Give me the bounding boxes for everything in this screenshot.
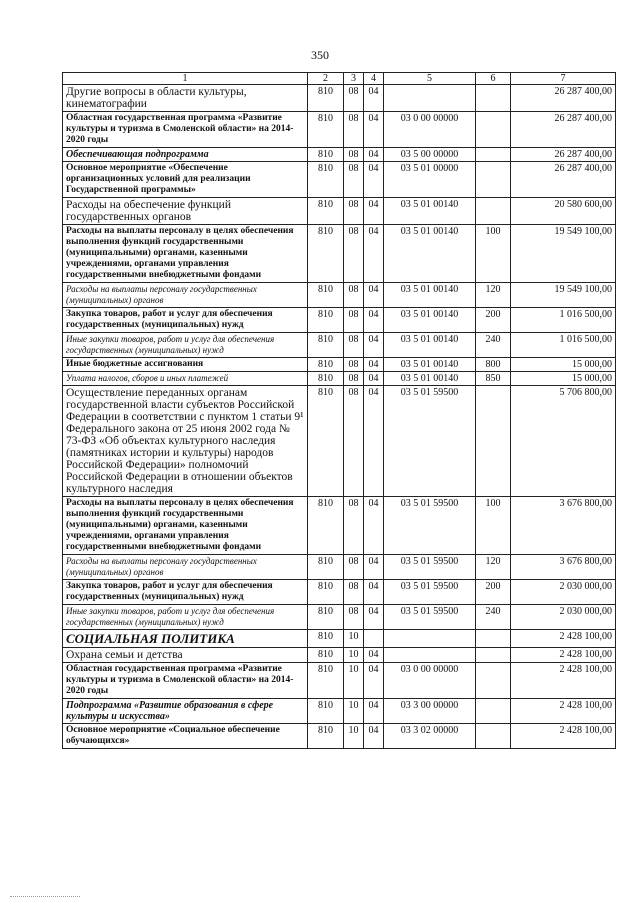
row-expense-type-code: 120 xyxy=(476,283,511,308)
row-expense-type-code xyxy=(476,630,511,648)
row-subsection-code: 04 xyxy=(364,663,384,699)
row-amount: 5 706 800,00 xyxy=(511,386,616,497)
row-ministry-code: 810 xyxy=(308,162,344,198)
table-row xyxy=(63,699,616,724)
row-ministry-code: 810 xyxy=(308,372,344,386)
row-ministry-code: 810 xyxy=(308,555,344,580)
table-body xyxy=(63,85,616,749)
row-section-code: 10 xyxy=(344,724,364,749)
row-ministry-code: 810 xyxy=(308,497,344,555)
row-section-code: 08 xyxy=(344,497,364,555)
row-ministry-code: 810 xyxy=(308,112,344,148)
table-row xyxy=(63,648,616,663)
table-row xyxy=(63,198,616,225)
row-target-code: 03 5 01 00000 xyxy=(384,162,476,198)
row-expense-type-code: 200 xyxy=(476,580,511,605)
table-row xyxy=(63,630,616,648)
table-row xyxy=(63,308,616,333)
row-name-cell: Обеспечивающая подпрограмма xyxy=(63,148,308,162)
table-row xyxy=(63,283,616,308)
row-target-code: 03 0 00 00000 xyxy=(384,112,476,148)
table-row xyxy=(63,605,616,630)
row-expense-type-code: 240 xyxy=(476,333,511,358)
row-name-cell: Подпрограмма «Развитие образования в сфере культуры и искусства» xyxy=(63,699,308,724)
row-subsection-code: 04 xyxy=(364,605,384,630)
row-target-code: 03 5 01 00140 xyxy=(384,225,476,283)
table-row xyxy=(63,555,616,580)
table-row xyxy=(63,497,616,555)
row-name-cell: Расходы на выплаты персоналу в целях обеспечения выполнения функций государственными (муниципальными) органами, казенными учреждениями, органами управления государственными внебюджетными фондами xyxy=(63,225,308,283)
row-name-cell: Основное мероприятие «Социальное обеспечение обучающихся» xyxy=(63,724,308,749)
row-expense-type-code: 200 xyxy=(476,308,511,333)
row-ministry-code: 810 xyxy=(308,308,344,333)
row-subsection-code: 04 xyxy=(364,580,384,605)
row-target-code: 03 5 01 00140 xyxy=(384,283,476,308)
row-section-code: 08 xyxy=(344,112,364,148)
row-ministry-code: 810 xyxy=(308,148,344,162)
row-section-code: 08 xyxy=(344,555,364,580)
header-col-4: 4 xyxy=(364,73,384,85)
row-amount: 15 000,00 xyxy=(511,372,616,386)
row-section-code: 08 xyxy=(344,225,364,283)
table-row xyxy=(63,724,616,749)
header-col-5: 5 xyxy=(384,73,476,85)
row-name-cell: Расходы на обеспечение функций государственных органов xyxy=(63,198,308,225)
row-ministry-code: 810 xyxy=(308,663,344,699)
row-section-code: 08 xyxy=(344,358,364,372)
table-row xyxy=(63,333,616,358)
row-amount: 2 428 100,00 xyxy=(511,648,616,663)
row-amount: 26 287 400,00 xyxy=(511,85,616,112)
row-target-code: 03 5 01 00140 xyxy=(384,333,476,358)
row-ministry-code: 810 xyxy=(308,580,344,605)
row-ministry-code: 810 xyxy=(308,283,344,308)
row-subsection-code: 04 xyxy=(364,85,384,112)
row-name-cell: СОЦИАЛЬНАЯ ПОЛИТИКА xyxy=(63,630,308,648)
header-col-6: 6 xyxy=(476,73,511,85)
row-subsection-code: 04 xyxy=(364,225,384,283)
row-name-cell: Областная государственная программа «Развитие культуры и туризма в Смоленской области» на 2014-2020 годы xyxy=(63,663,308,699)
row-name-cell: Иные бюджетные ассигнования xyxy=(63,358,308,372)
row-subsection-code: 04 xyxy=(364,386,384,497)
row-expense-type-code: 240 xyxy=(476,605,511,630)
row-amount: 26 287 400,00 xyxy=(511,148,616,162)
row-expense-type-code xyxy=(476,148,511,162)
row-ministry-code: 810 xyxy=(308,225,344,283)
row-amount: 1 016 500,00 xyxy=(511,308,616,333)
row-section-code: 08 xyxy=(344,605,364,630)
row-target-code: 03 5 01 59500 xyxy=(384,580,476,605)
row-amount: 3 676 800,00 xyxy=(511,497,616,555)
row-amount: 19 549 100,00 xyxy=(511,283,616,308)
row-amount: 3 676 800,00 xyxy=(511,555,616,580)
row-expense-type-code: 100 xyxy=(476,497,511,555)
row-target-code: 03 3 02 00000 xyxy=(384,724,476,749)
row-expense-type-code xyxy=(476,699,511,724)
row-target-code: 03 5 00 00000 xyxy=(384,148,476,162)
row-amount: 2 428 100,00 xyxy=(511,724,616,749)
row-expense-type-code xyxy=(476,724,511,749)
row-name-cell: Закупка товаров, работ и услуг для обеспечения государственных (муниципальных) нужд xyxy=(63,308,308,333)
table-row xyxy=(63,663,616,699)
table-row xyxy=(63,148,616,162)
row-expense-type-code xyxy=(476,85,511,112)
row-name-cell: Иные закупки товаров, работ и услуг для обеспечения государственных (муниципальных) нужд xyxy=(63,333,308,358)
header-col-3: 3 xyxy=(344,73,364,85)
row-target-code: 03 5 01 00140 xyxy=(384,358,476,372)
row-section-code: 08 xyxy=(344,85,364,112)
row-subsection-code: 04 xyxy=(364,555,384,580)
row-subsection-code: 04 xyxy=(364,372,384,386)
row-expense-type-code: 800 xyxy=(476,358,511,372)
row-expense-type-code: 850 xyxy=(476,372,511,386)
row-name-cell: Другие вопросы в области культуры, кинематографии xyxy=(63,85,308,112)
row-name-cell: Уплата налогов, сборов и иных платежей xyxy=(63,372,308,386)
row-subsection-code: 04 xyxy=(364,198,384,225)
row-target-code: 03 5 01 00140 xyxy=(384,198,476,225)
row-ministry-code: 810 xyxy=(308,333,344,358)
row-subsection-code: 04 xyxy=(364,699,384,724)
row-amount: 1 016 500,00 xyxy=(511,333,616,358)
row-expense-type-code xyxy=(476,663,511,699)
page-number: 350 xyxy=(311,48,329,62)
row-subsection-code: 04 xyxy=(364,162,384,198)
table-row xyxy=(63,580,616,605)
row-section-code: 08 xyxy=(344,308,364,333)
row-name-cell: Основное мероприятие «Обеспечение организационных условий для реализации Государственной программы» xyxy=(63,162,308,198)
row-amount: 2 030 000,00 xyxy=(511,580,616,605)
row-target-code xyxy=(384,85,476,112)
row-section-code: 10 xyxy=(344,630,364,648)
row-name-cell: Областная государственная программа «Развитие культуры и туризма в Смоленской области» на 2014-2020 годы xyxy=(63,112,308,148)
row-amount: 2 030 000,00 xyxy=(511,605,616,630)
row-ministry-code: 810 xyxy=(308,85,344,112)
row-subsection-code: 04 xyxy=(364,112,384,148)
row-target-code: 03 0 00 00000 xyxy=(384,663,476,699)
header-col-2: 2 xyxy=(308,73,344,85)
table-row xyxy=(63,112,616,148)
row-name-cell: Расходы на выплаты персоналу государственных (муниципальных) органов xyxy=(63,283,308,308)
row-target-code: 03 5 01 00140 xyxy=(384,372,476,386)
header-col-7: 7 xyxy=(511,73,616,85)
row-section-code: 08 xyxy=(344,580,364,605)
row-expense-type-code xyxy=(476,648,511,663)
row-expense-type-code xyxy=(476,198,511,225)
row-section-code: 08 xyxy=(344,198,364,225)
row-subsection-code: 04 xyxy=(364,283,384,308)
row-section-code: 08 xyxy=(344,162,364,198)
table-row xyxy=(63,225,616,283)
row-section-code: 10 xyxy=(344,648,364,663)
row-section-code: 08 xyxy=(344,386,364,497)
row-target-code: 03 5 01 59500 xyxy=(384,555,476,580)
row-name-cell: Иные закупки товаров, работ и услуг для обеспечения государственных (муниципальных) нужд xyxy=(63,605,308,630)
row-ministry-code: 810 xyxy=(308,386,344,497)
row-name-cell: Расходы на выплаты персоналу в целях обеспечения выполнения функций государственными (муниципальными) органами, казенными учреждениями, органами управления государственными внебюджетными фондами xyxy=(63,497,308,555)
row-target-code xyxy=(384,648,476,663)
row-section-code: 10 xyxy=(344,699,364,724)
table-row xyxy=(63,162,616,198)
row-target-code xyxy=(384,630,476,648)
row-ministry-code: 810 xyxy=(308,724,344,749)
header-row xyxy=(63,73,616,85)
row-amount: 20 580 600,00 xyxy=(511,198,616,225)
row-subsection-code xyxy=(364,630,384,648)
row-subsection-code: 04 xyxy=(364,648,384,663)
scan-artifact xyxy=(10,896,80,899)
row-ministry-code: 810 xyxy=(308,605,344,630)
table-row xyxy=(63,372,616,386)
row-section-code: 08 xyxy=(344,283,364,308)
table-row xyxy=(63,358,616,372)
row-target-code: 03 5 01 59500 xyxy=(384,386,476,497)
header-col-1: 1 xyxy=(63,73,308,85)
row-ministry-code: 810 xyxy=(308,630,344,648)
row-subsection-code: 04 xyxy=(364,308,384,333)
row-amount: 15 000,00 xyxy=(511,358,616,372)
row-subsection-code: 04 xyxy=(364,333,384,358)
row-section-code: 08 xyxy=(344,148,364,162)
table-row xyxy=(63,386,616,497)
row-expense-type-code: 100 xyxy=(476,225,511,283)
budget-table xyxy=(62,72,616,749)
row-section-code: 08 xyxy=(344,372,364,386)
row-expense-type-code: 120 xyxy=(476,555,511,580)
row-subsection-code: 04 xyxy=(364,724,384,749)
row-section-code: 08 xyxy=(344,333,364,358)
row-amount: 26 287 400,00 xyxy=(511,112,616,148)
row-amount: 2 428 100,00 xyxy=(511,630,616,648)
row-name-cell: Охрана семьи и детства xyxy=(63,648,308,663)
row-name-cell: Расходы на выплаты персоналу государственных (муниципальных) органов xyxy=(63,555,308,580)
row-section-code: 10 xyxy=(344,663,364,699)
row-expense-type-code xyxy=(476,112,511,148)
row-amount: 19 549 100,00 xyxy=(511,225,616,283)
row-name-cell: Закупка товаров, работ и услуг для обеспечения государственных (муниципальных) нужд xyxy=(63,580,308,605)
row-ministry-code: 810 xyxy=(308,699,344,724)
row-subsection-code: 04 xyxy=(364,497,384,555)
row-target-code: 03 5 01 59500 xyxy=(384,497,476,555)
row-subsection-code: 04 xyxy=(364,358,384,372)
row-name-cell: Осуществление переданных органам государственной власти субъектов Российской Федерации в соответствии с пунктом 1 статьи 9¹ Федерального закона от 25 июня 2002 года № 73-ФЗ «Об объектах культурного наследия (памятниках истории и культуры) народов Российской Федерации» полномочий Российской Федерации в отношении объектов культурного наследия xyxy=(63,386,308,497)
row-ministry-code: 810 xyxy=(308,358,344,372)
row-target-code: 03 3 00 00000 xyxy=(384,699,476,724)
row-ministry-code: 810 xyxy=(308,648,344,663)
row-target-code: 03 5 01 59500 xyxy=(384,605,476,630)
row-expense-type-code xyxy=(476,162,511,198)
row-amount: 2 428 100,00 xyxy=(511,663,616,699)
table-row xyxy=(63,85,616,112)
row-amount: 2 428 100,00 xyxy=(511,699,616,724)
row-amount: 26 287 400,00 xyxy=(511,162,616,198)
row-target-code: 03 5 01 00140 xyxy=(384,308,476,333)
row-expense-type-code xyxy=(476,386,511,497)
row-ministry-code: 810 xyxy=(308,198,344,225)
row-subsection-code: 04 xyxy=(364,148,384,162)
